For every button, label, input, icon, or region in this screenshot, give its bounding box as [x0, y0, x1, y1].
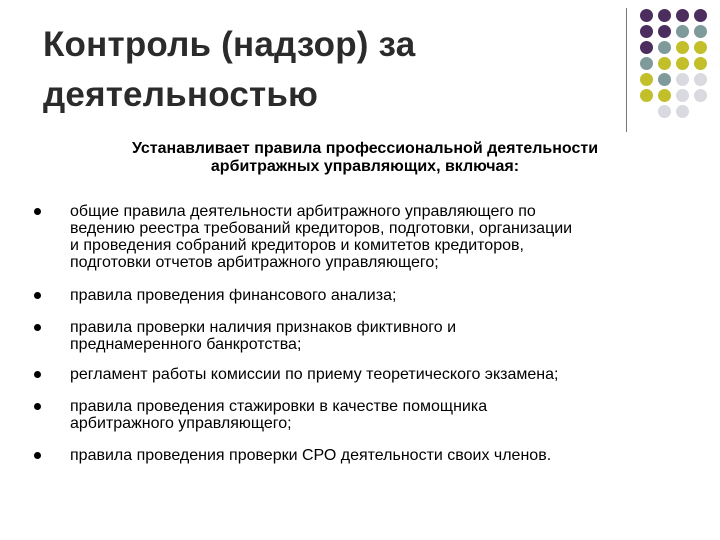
decorative-dot-icon: [676, 73, 689, 86]
decorative-dot-icon: [676, 89, 689, 102]
list-item: [34, 319, 694, 353]
list-item-text: подготовки отчетов арбитражного управляющего;: [70, 254, 439, 271]
decorative-dot-icon: [694, 25, 707, 38]
decorative-dot-icon: [694, 73, 707, 86]
decorative-dot-icon: [694, 57, 707, 70]
decorative-dot-icon: [658, 73, 671, 86]
list-item-text: правила проверки наличия признаков фиктивного и: [70, 319, 457, 336]
decorative-dot-icon: [694, 89, 707, 102]
bullet-icon: [34, 403, 41, 410]
decorative-dot-icon: [658, 41, 671, 54]
decorative-dot-icon: [694, 41, 707, 54]
bullet-icon: [34, 292, 41, 299]
decorative-dot-grid: [640, 9, 712, 119]
decorative-dot-icon: [694, 9, 707, 22]
list-item-text: ведению реестра требований кредиторов, подготовки, организации: [70, 220, 573, 237]
decorative-dot-icon: [676, 105, 689, 118]
rules-list: [34, 203, 694, 464]
slide-subtitle: [85, 140, 645, 176]
list-item: [34, 203, 694, 271]
list-item: [34, 398, 694, 432]
decorative-dot-icon: [640, 9, 653, 22]
decorative-dot-icon: [676, 25, 689, 38]
decorative-dot-icon: [676, 9, 689, 22]
bullet-icon: [34, 324, 41, 331]
list-item-text: правила проведения финансового анализа;: [70, 287, 397, 304]
list-item-text: регламент работы комиссии по приему теоретического экзамена;: [70, 366, 559, 383]
bullet-icon: [34, 452, 41, 459]
title-line-1: Контроль (надзор) за: [43, 25, 416, 64]
slide-title: [43, 20, 603, 120]
decorative-dot-icon: [640, 25, 653, 38]
decorative-dot-icon: [658, 25, 671, 38]
divider-line: [626, 8, 627, 132]
decorative-dot-icon: [640, 89, 653, 102]
title-line-2: деятельностью: [43, 75, 319, 114]
decorative-dot-icon: [676, 41, 689, 54]
list-item: [34, 287, 694, 304]
subtitle-line-1: Устанавливает правила профессиональной деятельности: [131, 140, 599, 157]
bullet-icon: [34, 208, 41, 215]
decorative-dot-icon: [676, 57, 689, 70]
decorative-dot-icon: [640, 57, 653, 70]
decorative-dot-icon: [640, 41, 653, 54]
list-item-text: преднамеренного банкротства;: [70, 336, 302, 353]
decorative-dot-icon: [658, 57, 671, 70]
list-item-text: правила проведения стажировки в качестве помощника: [70, 398, 488, 415]
decorative-dot-icon: [658, 9, 671, 22]
subtitle-line-2: арбитражных управляющих, включая:: [210, 158, 520, 175]
list-item-text: общие правила деятельности арбитражного управляющего по: [70, 203, 536, 220]
decorative-dot-icon: [658, 89, 671, 102]
decorative-dot-icon: [640, 73, 653, 86]
list-item: [34, 447, 694, 464]
decorative-dot-icon: [658, 105, 671, 118]
list-item-text: и проведения собраний кредиторов и комитетов кредиторов,: [70, 237, 524, 254]
list-item-text: арбитражного управляющего;: [70, 415, 292, 432]
bullet-icon: [34, 371, 41, 378]
list-item-text: правила проведения проверки СРО деятельности своих членов.: [70, 447, 552, 464]
list-item: [34, 366, 694, 383]
